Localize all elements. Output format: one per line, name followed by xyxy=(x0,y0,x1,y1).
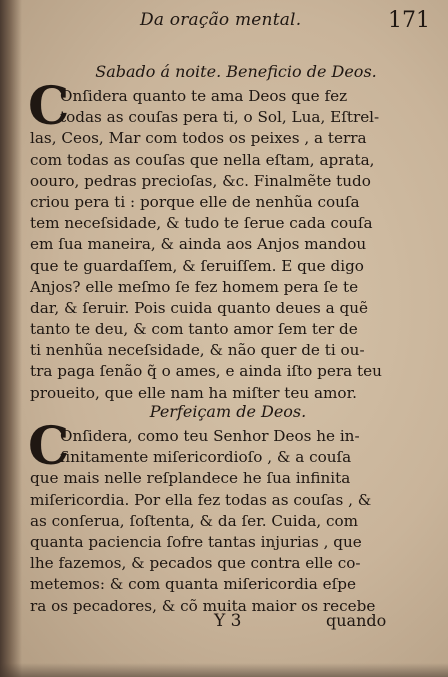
drop-cap: C xyxy=(28,76,70,137)
text-line: finitamente miſericordioſo , & a couſa xyxy=(60,448,352,467)
text-line: las, Ceos, Mar com todos os peixes , a terra xyxy=(30,129,367,148)
text-line: quanta paciencia ſofre tantas injurias , que xyxy=(30,532,362,551)
text-line: ti nenhũa neceſsidade, & não quer de ti ou- xyxy=(30,341,365,360)
page-number: 171 xyxy=(388,8,430,33)
text-line: as conſerua, ſoſtenta, & da ſer. Cuida, com xyxy=(30,511,359,530)
book-gutter xyxy=(0,0,22,677)
text-line: tra paga ſenão q̃ o ames, e ainda iſto pera teu xyxy=(30,362,382,381)
paragraph-beneficio xyxy=(28,76,398,404)
page-footer xyxy=(0,611,448,635)
text-line: oouro, pedras precioſas, &c. Finalmẽte tudo xyxy=(30,171,371,190)
text-line: lhe fazemos, & pecados que contra elle co- xyxy=(30,554,361,573)
text-line: Anjos? elle meſmo ſe fez homem pera ſe te xyxy=(30,277,359,296)
section-heading-sabado: Sabado á noite. Beneficio de Deos. xyxy=(95,62,377,81)
text-line: proueito, que elle nam ha miſter teu amor. xyxy=(30,383,357,402)
text-line: miſericordia. Por ella fez todas as couſas , & xyxy=(30,490,372,509)
text-line: Onſidera quanto te ama Deos que fez xyxy=(60,87,348,105)
text-line: Onſidera, como teu Senhor Deos he in- xyxy=(60,427,360,445)
drop-cap: C xyxy=(28,416,70,477)
text-line: criou pera ti : porque elle de nenhũa couſa xyxy=(30,192,360,211)
signature-mark: Y 3 xyxy=(214,611,242,631)
text-line: tanto te deu, & com tanto amor ſem ter de xyxy=(30,320,358,339)
catchword: quando xyxy=(326,611,387,630)
text-line: todas as couſas pera ti, o Sol, Lua, Eſtrel- xyxy=(60,108,380,127)
text-line: ra os pecadores, & cõ muita maior os recebe xyxy=(30,596,376,615)
page-edge-shadow xyxy=(0,663,448,677)
text-line: que mais nelle reſplandece he ſua infinita xyxy=(30,469,351,488)
text-line: com todas as couſas que nella eſtam, aprata, xyxy=(30,150,375,169)
text-line: tem neceſsidade, & tudo te ſerue cada couſa xyxy=(30,214,373,233)
text-line: metemos: & com quanta miſericordia eſpe xyxy=(30,575,356,594)
text-line: em ſua maneira, & ainda aos Anjos mandou xyxy=(30,235,367,254)
text-line: que te guardaſſem, & ſeruiſſem. E que digo xyxy=(30,256,364,275)
running-head: Da oração mental. xyxy=(140,10,302,30)
text-line: dar, & ſeruir. Pois cuida quanto deues a quẽ xyxy=(30,298,368,317)
page-header xyxy=(140,10,440,36)
paragraph-perfeicam xyxy=(28,416,398,617)
section-heading-perfeicam: Perfeiçam de Deos. xyxy=(149,402,307,421)
